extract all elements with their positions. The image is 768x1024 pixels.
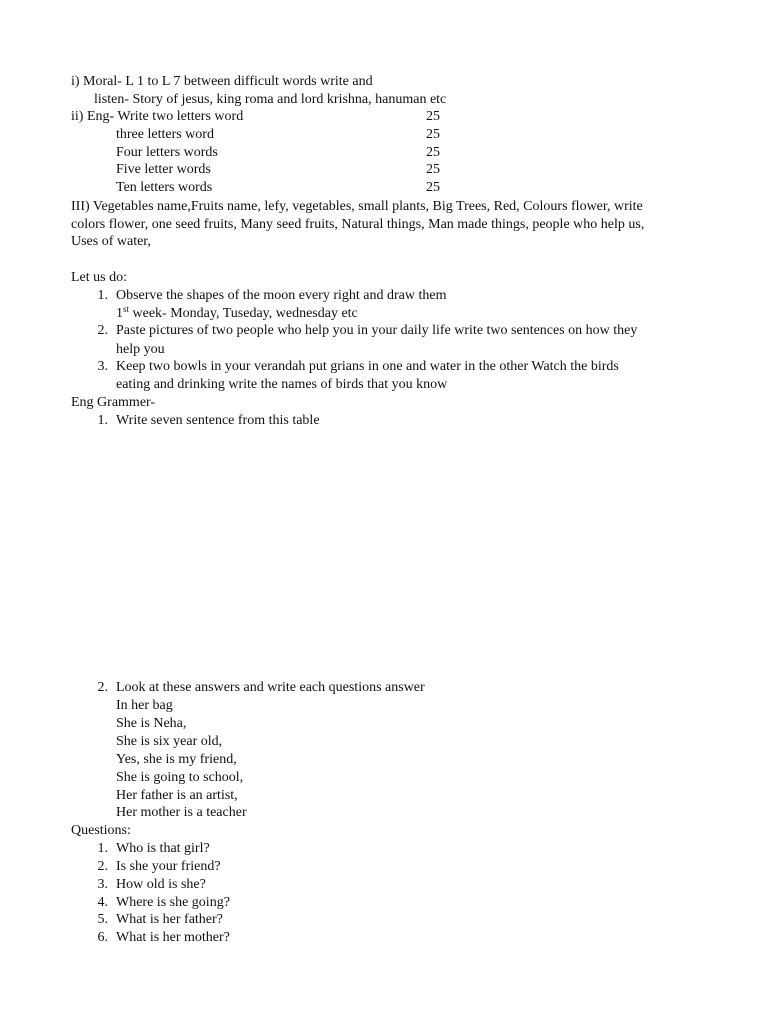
answer-line: Her father is an artist,: [116, 788, 238, 803]
eng-row-label: Five letter words: [116, 162, 211, 177]
question-text: Is she your friend?: [116, 859, 221, 874]
question-text: Who is that girl?: [116, 841, 210, 856]
section3-line: Uses of water,: [71, 234, 151, 249]
question-text: What is her father?: [116, 912, 223, 927]
list-item-text: Paste pictures of two people who help you in your daily life write two sentences on how they: [116, 323, 638, 338]
answer-line: She is six year old,: [116, 734, 223, 749]
list-item-text: Keep two bowls in your verandah put grians in one and water in the other Watch the birds: [116, 359, 619, 374]
eng-row-count: 25: [426, 109, 440, 124]
list-item-text: eating and drinking write the names of birds that you know: [116, 377, 448, 392]
ordinal-number: 1: [116, 306, 123, 321]
question-text: How old is she?: [116, 877, 206, 892]
section3-line: III) Vegetables name,Fruits name, lefy, vegetables, small plants, Big Trees, Red, Colours flower, write: [71, 199, 643, 214]
eng-row-label: Four letters words: [116, 145, 218, 160]
list-number: 5.: [97, 912, 108, 927]
list-item-text: Look at these answers and write each questions answer: [116, 680, 425, 695]
eng-row-count: 25: [426, 127, 440, 142]
list-number: 1.: [97, 288, 108, 303]
section3-line: colors flower, one seed fruits, Many seed fruits, Natural things, Man made things, people who help us,: [71, 217, 645, 232]
moral-line-2: listen- Story of jesus, king roma and lord krishna, hanuman etc: [94, 92, 447, 107]
list-item-text: help you: [116, 342, 165, 357]
week-days-text: week- Monday, Tuseday, wednesday etc: [129, 306, 358, 321]
eng-row-count: 25: [426, 162, 440, 177]
list-number: 4.: [97, 895, 108, 910]
question-text: What is her mother?: [116, 930, 230, 945]
grammar-heading: Eng Grammer-: [71, 395, 156, 410]
questions-heading: Questions:: [71, 823, 131, 838]
answer-line: Yes, she is my friend,: [116, 752, 237, 767]
answer-line: In her bag: [116, 698, 173, 713]
list-number: 2.: [97, 323, 108, 338]
list-number: 1.: [97, 413, 108, 428]
eng-row-count: 25: [426, 145, 440, 160]
list-number: 6.: [97, 930, 108, 945]
answer-line: Her mother is a teacher: [116, 805, 247, 820]
eng-row-count: 25: [426, 180, 440, 195]
let-us-do-heading: Let us do:: [71, 270, 127, 285]
list-item-text: Write seven sentence from this table: [116, 413, 320, 428]
list-number: 2.: [97, 680, 108, 695]
moral-line-1: i) Moral- L 1 to L 7 between difficult words write and: [71, 74, 373, 89]
question-text: Where is she going?: [116, 895, 230, 910]
eng-row-label: three letters word: [116, 127, 214, 142]
list-number: 3.: [97, 877, 108, 892]
answer-line: She is going to school,: [116, 770, 244, 785]
answer-line: She is Neha,: [116, 716, 187, 731]
list-number: 1.: [97, 841, 108, 856]
list-number: 3.: [97, 359, 108, 374]
list-number: 2.: [97, 859, 108, 874]
list-item-text: Observe the shapes of the moon every right and draw them: [116, 288, 447, 303]
eng-row-label: ii) Eng- Write two letters word: [71, 109, 244, 124]
list-item-subline: [116, 305, 358, 323]
ordinal-suffix: st: [123, 304, 130, 314]
eng-row-label: Ten letters words: [116, 180, 213, 195]
